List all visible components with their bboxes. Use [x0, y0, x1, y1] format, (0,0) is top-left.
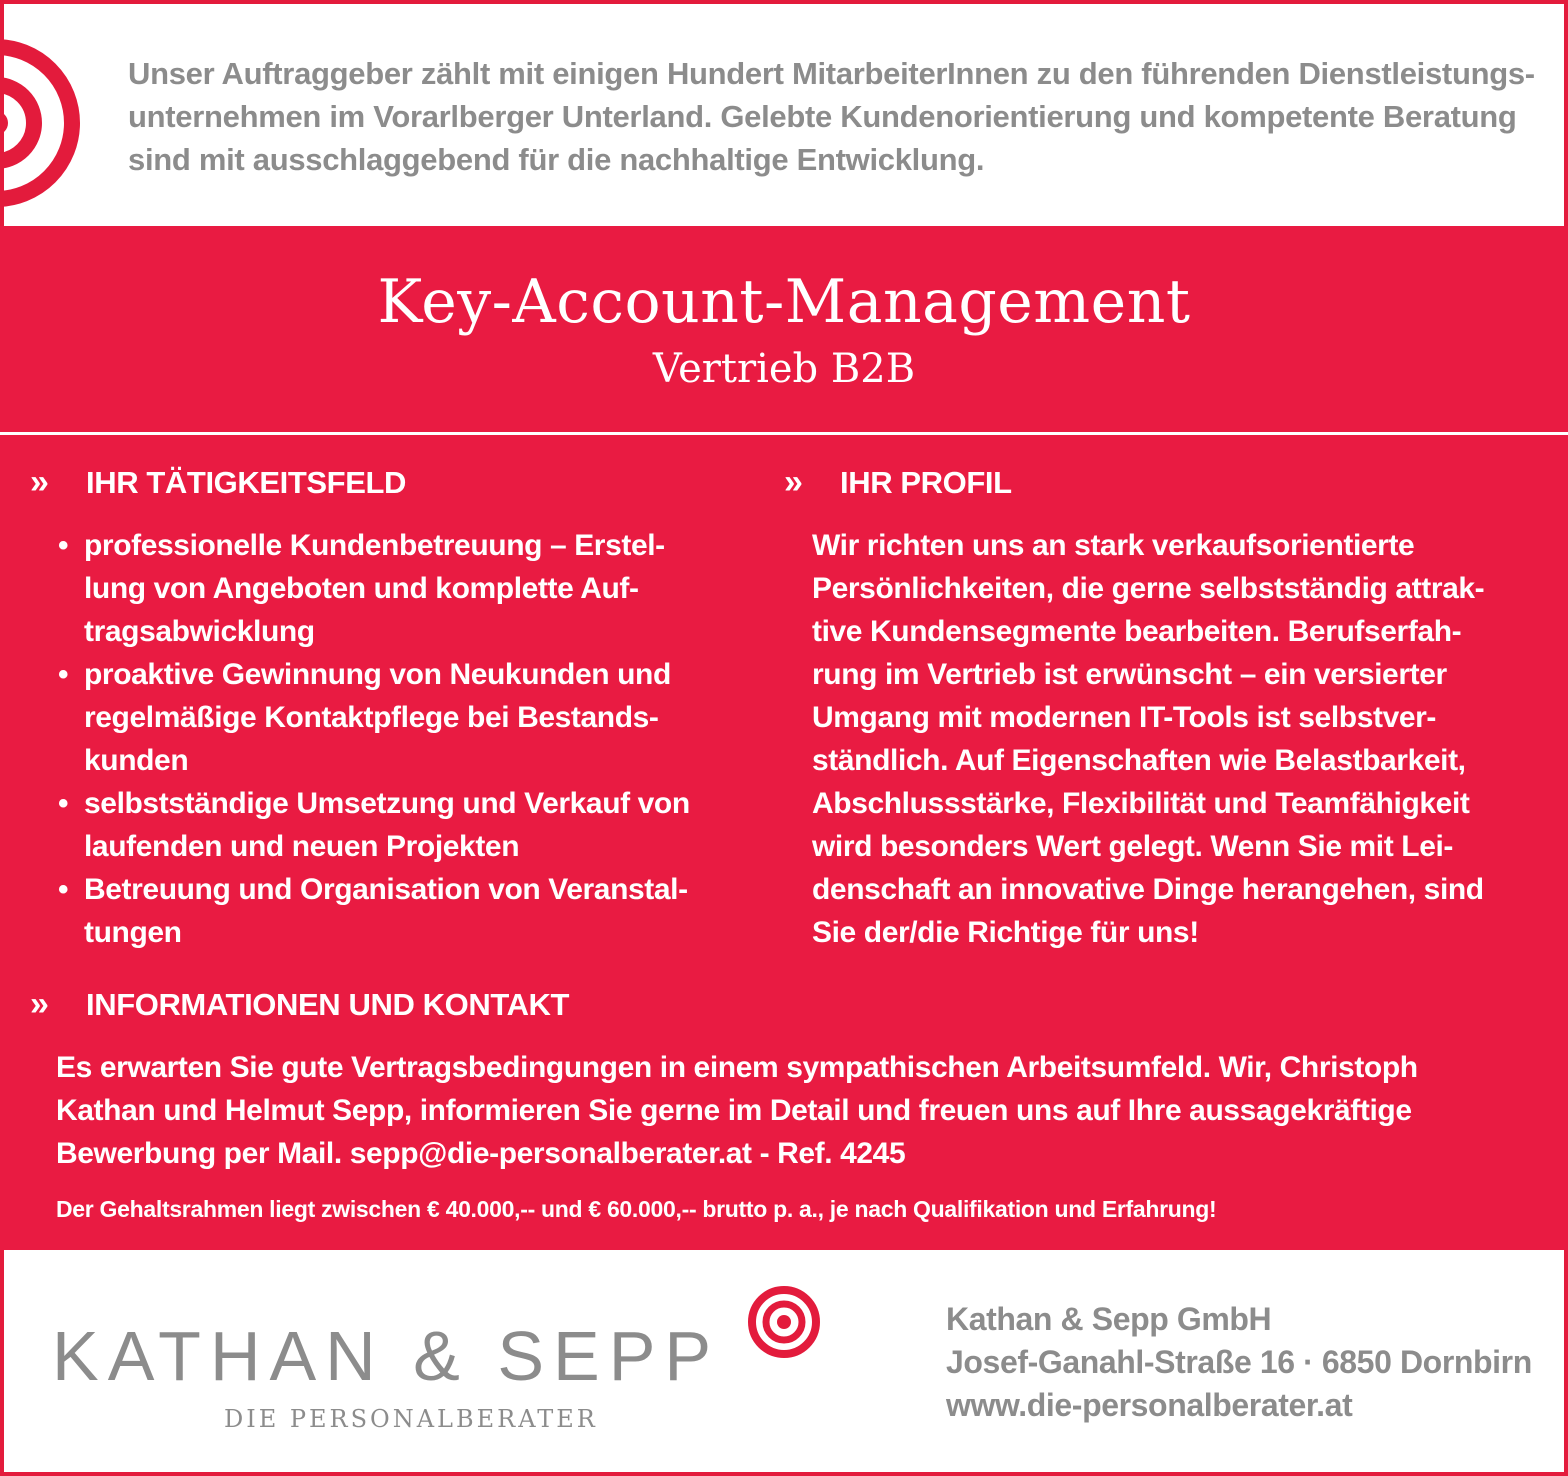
- chevron-icon: »: [30, 463, 49, 501]
- profil-line: rung im Vertrieb ist erwünscht – ein versierter: [812, 658, 1447, 691]
- section-heading-text: IHR TÄTIGKEITSFELD: [86, 465, 407, 500]
- profil-line: tive Kundensegmente bearbeiten. Berufserfah-: [812, 615, 1462, 648]
- company-logo-tagline: DIE PERSONALBERATER: [224, 1405, 598, 1433]
- list-item: [58, 868, 758, 954]
- profil-line: denschaft an innovative Dinge herangehen, sind: [812, 873, 1484, 906]
- section-heading-taetigkeitsfeld: [30, 462, 406, 503]
- profil-line: Abschlussstärke, Flexibilität und Teamfähigkeit: [812, 787, 1470, 820]
- kontakt-line: Kathan und Helmut Sepp, informieren Sie gerne im Detail und freuen uns auf Ihre aussagekräftige: [56, 1094, 1412, 1127]
- kontakt-paragraph: [56, 1046, 1536, 1175]
- list-line: lung von Angeboten und komplette Auf-: [84, 572, 639, 605]
- company-logo-wordmark: KATHAN & SEPP: [52, 1317, 721, 1395]
- list-item: [58, 782, 758, 868]
- list-line: • selbstständige Umsetzung und Verkauf von: [84, 787, 690, 820]
- job-subtitle: Vertrieb B2B: [652, 346, 916, 392]
- taetigkeitsfeld-list: [58, 524, 758, 954]
- intro-line: sind mit ausschlaggebend für die nachhaltige Entwicklung.: [128, 142, 985, 177]
- kontakt-line: Es erwarten Sie gute Vertragsbedingungen in einem sympathischen Arbeitsumfeld. Wir, Christoph: [56, 1051, 1418, 1084]
- chevron-icon: »: [784, 463, 803, 501]
- chevron-icon: »: [30, 985, 49, 1023]
- list-line: laufenden und neuen Projekten: [84, 830, 520, 863]
- target-logo-icon: [0, 18, 92, 218]
- divider-line: [0, 432, 1568, 435]
- job-title: Key-Account-Management: [377, 267, 1191, 337]
- profil-line: Persönlichkeiten, die gerne selbstständig attrak-: [812, 572, 1485, 605]
- intro-line: Unser Auftraggeber zählt mit einigen Hundert MitarbeiterInnen zu den führenden Dienstleistungs-: [128, 56, 1535, 91]
- profil-paragraph: [812, 524, 1552, 954]
- company-street: Josef-Ganahl-Straße 16 · 6850 Dornbirn: [946, 1344, 1532, 1380]
- list-line: regelmäßige Kontaktpflege bei Bestands-: [84, 701, 659, 734]
- section-heading-text: INFORMATIONEN UND KONTAKT: [86, 987, 570, 1022]
- company-website-link[interactable]: www.die-personalberater.at: [946, 1387, 1353, 1423]
- intro-paragraph: [128, 52, 1548, 181]
- list-item: [58, 524, 758, 653]
- kontakt-line: Bewerbung per Mail. sepp@die-personalberater.at - Ref. 4245: [56, 1137, 906, 1170]
- list-line: • Betreuung und Organisation von Veranstal-: [84, 873, 688, 906]
- list-line: tungen: [84, 916, 182, 949]
- profil-line: ständlich. Auf Eigenschaften wie Belastbarkeit,: [812, 744, 1466, 777]
- company-name: Kathan & Sepp GmbH: [946, 1301, 1272, 1337]
- intro-line: unternehmen im Vorarlberger Unterland. Gelebte Kundenorientierung und kompetente Beratung: [128, 99, 1517, 134]
- salary-note: Der Gehaltsrahmen liegt zwischen € 40.000,-- und € 60.000,-- brutto p. a., je nach Qualifikation und Erfahrung!: [56, 1196, 1217, 1222]
- profil-line: wird besonders Wert gelegt. Wenn Sie mit Lei-: [812, 830, 1454, 863]
- company-address-block: [946, 1298, 1532, 1427]
- list-line: tragsabwicklung: [84, 615, 315, 648]
- profil-line: Wir richten uns an stark verkaufsorientierte: [812, 529, 1415, 562]
- target-logo-icon: [746, 1284, 822, 1360]
- list-line: • proaktive Gewinnung von Neukunden und: [84, 658, 671, 691]
- section-heading-kontakt: [30, 984, 569, 1025]
- profil-line: Sie der/die Richtige für uns!: [812, 916, 1199, 949]
- list-line: • professionelle Kundenbetreuung – Erstel-: [84, 529, 665, 562]
- section-heading-text: IHR PROFIL: [840, 465, 1012, 500]
- profil-line: Umgang mit modernen IT-Tools ist selbstver-: [812, 701, 1437, 734]
- list-line: kunden: [84, 744, 189, 777]
- red-content-band: [0, 226, 1568, 1250]
- list-item: [58, 653, 758, 782]
- section-heading-profil: [784, 462, 1012, 503]
